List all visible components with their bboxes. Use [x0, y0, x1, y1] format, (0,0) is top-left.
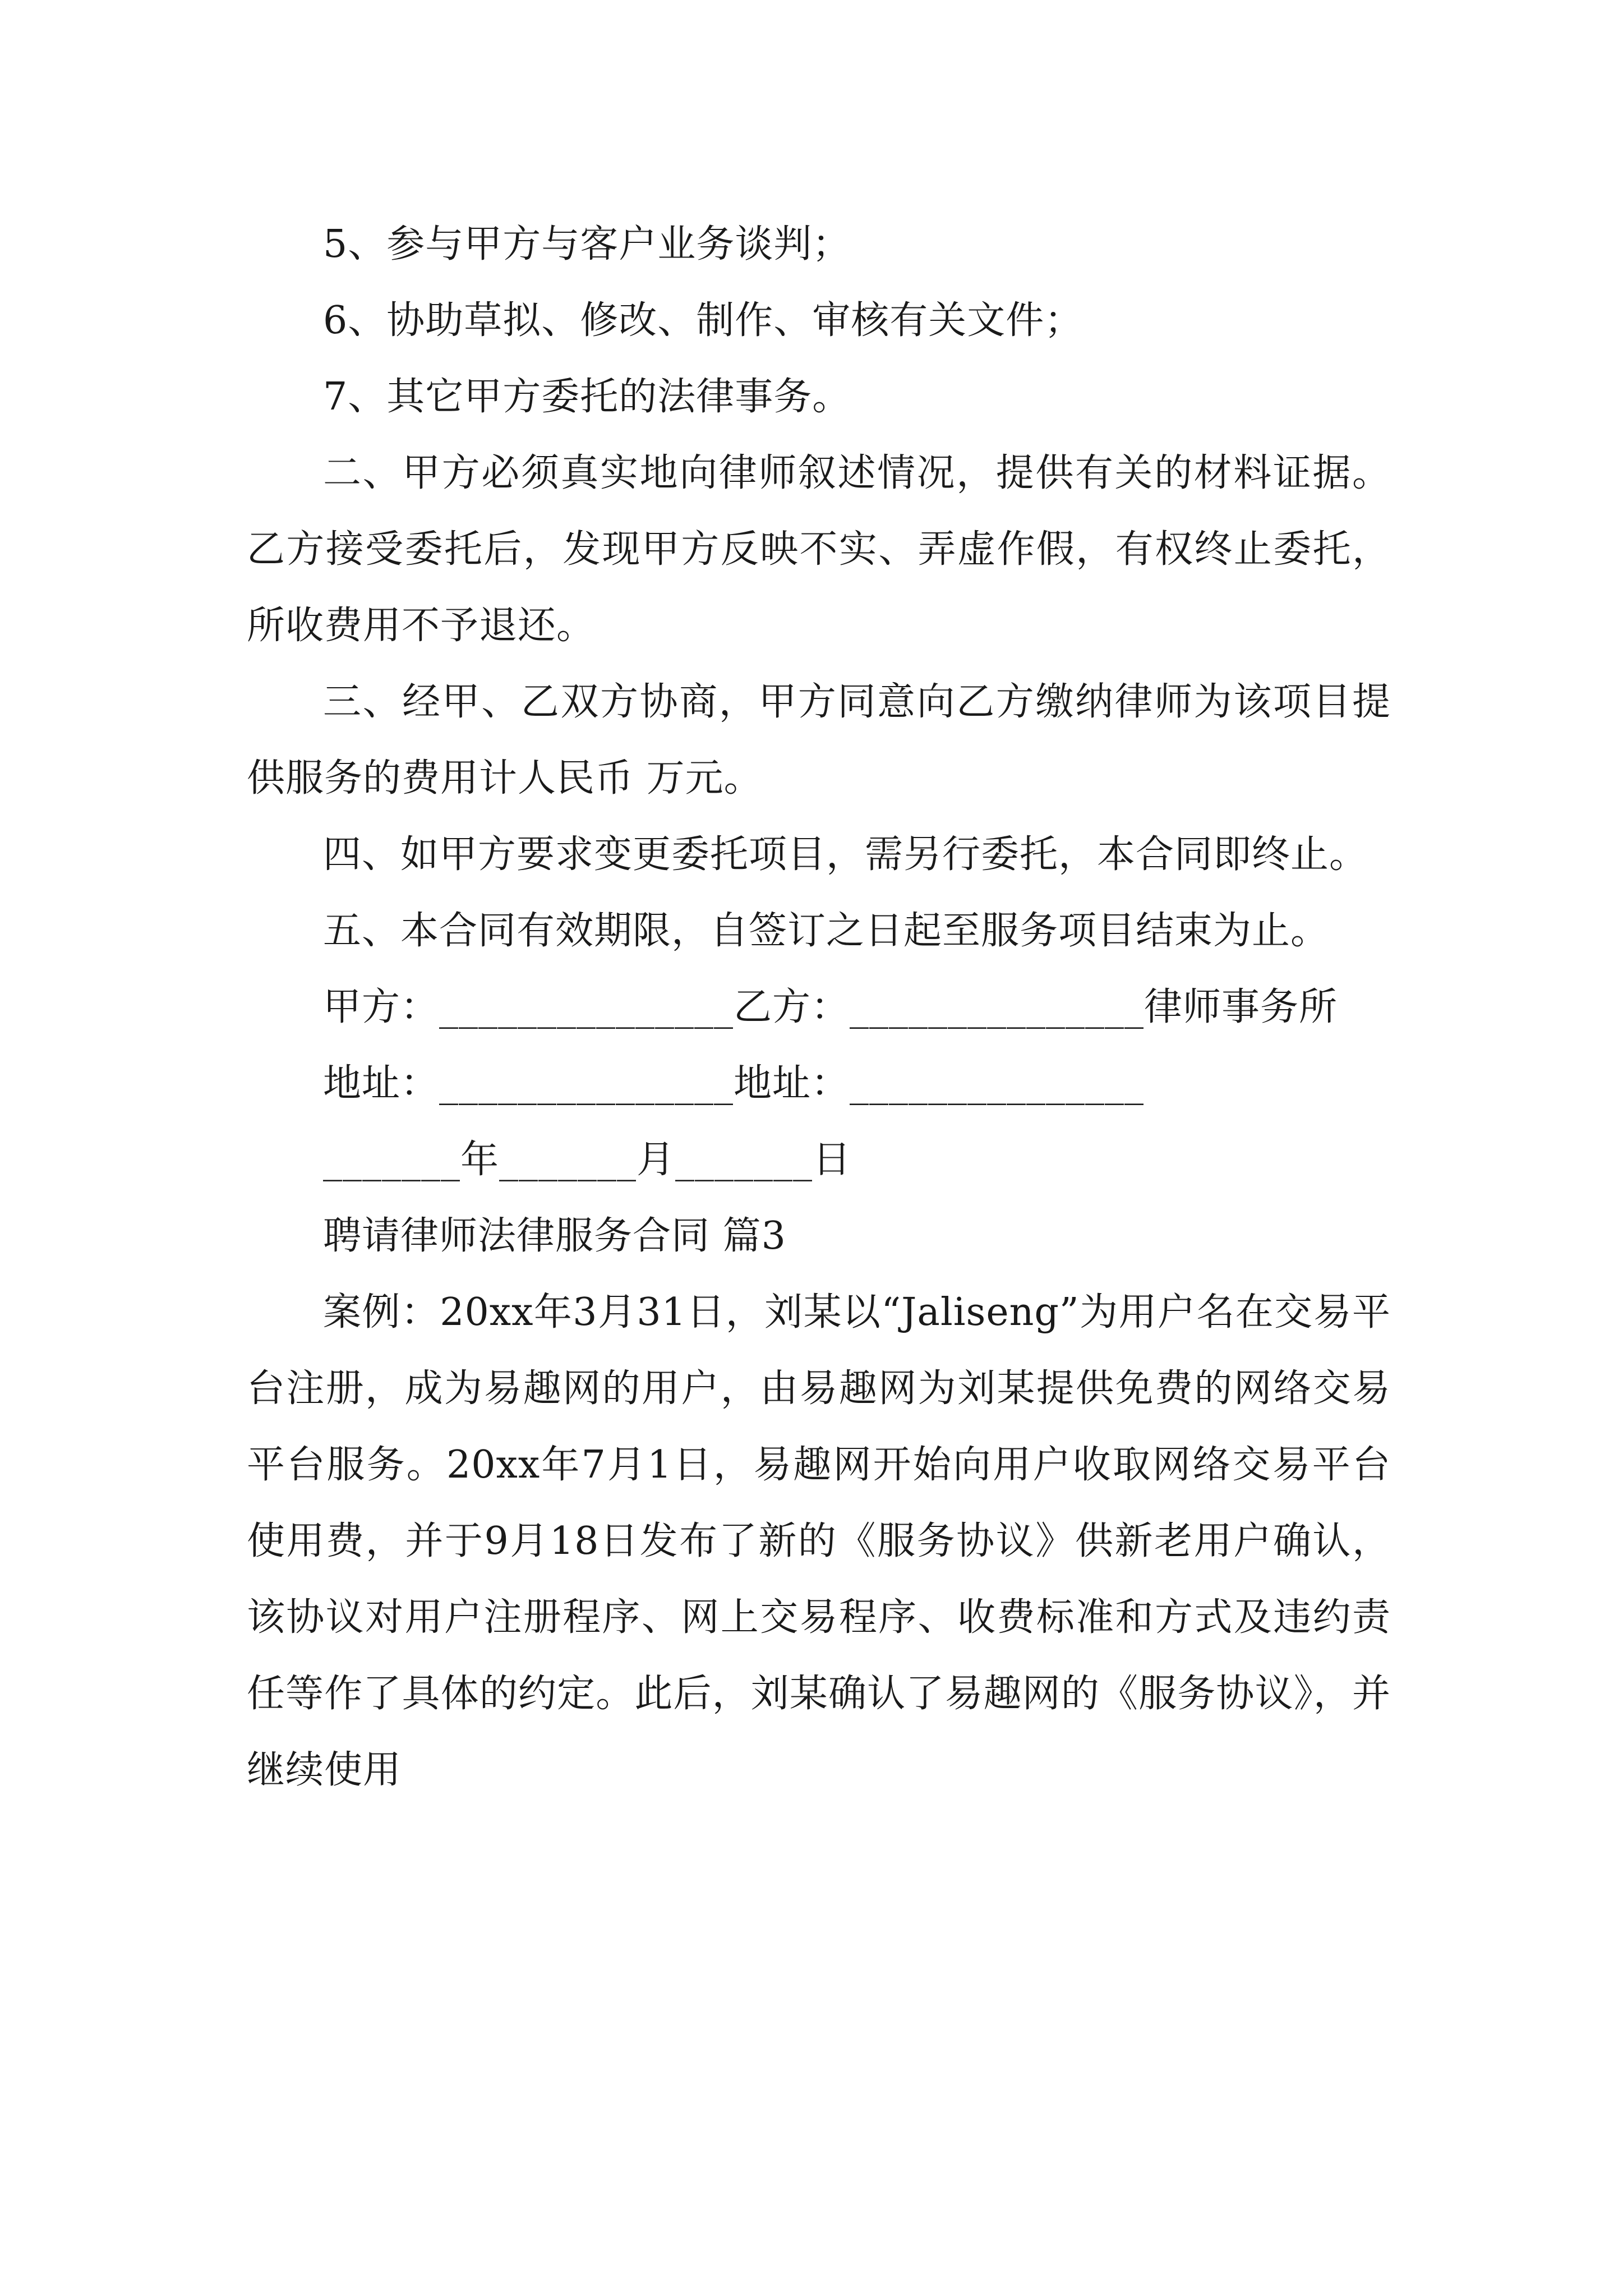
clause-two: 二、甲方必须真实地向律师叙述情况，提供有关的材料证据。乙方接受委托后，发现甲方反映不实、弄虚作假，有权终止委托，所收费用不予退还。	[247, 451, 1391, 648]
clause-four: 四、如甲方要求变更委托项目，需另行委托，本合同即终止。	[323, 832, 1368, 877]
date-line: _______年_______月_______日	[323, 1138, 852, 1182]
section-title: 聘请律师法律服务合同 篇3	[323, 1214, 786, 1258]
clause-three: 三、经甲、乙双方协商，甲方同意向乙方缴纳律师为该项目提供服务的费用计人民币 万元。	[247, 680, 1391, 800]
case-paragraph: 案例：20xx年3月31日，刘某以“Jaliseng”为用户名在交易平台注册，成为易趣网的用户，由易趣网为刘某提供免费的网络交易平台服务。20xx年7月1日，易趣网开始向用户收取网络交易平台使用费，并于9月18日发布了新的《服务协议》供新老用户确认，该协议对用户注册程序、网上交易程序、收费标准和方式及违约责任等作了具体的约定。此后，刘某确认了易趣网的《服务协议》，并继续使用	[247, 1290, 1391, 1792]
clause-item-5: 5、参与甲方与客户业务谈判；	[323, 222, 851, 266]
clause-five: 五、本合同有效期限，自签订之日起至服务项目结束为止。	[323, 909, 1330, 953]
document-body	[247, 206, 1391, 1809]
address-line: 地址：_______________地址：_______________	[323, 1061, 1145, 1106]
clause-item-7: 7、其它甲方委托的法律事务。	[323, 375, 851, 419]
signature-parties-line: 甲方：_______________乙方：_______________律师事务所	[323, 985, 1338, 1029]
clause-item-6: 6、协助草拟、修改、制作、审核有关文件；	[323, 298, 1083, 343]
